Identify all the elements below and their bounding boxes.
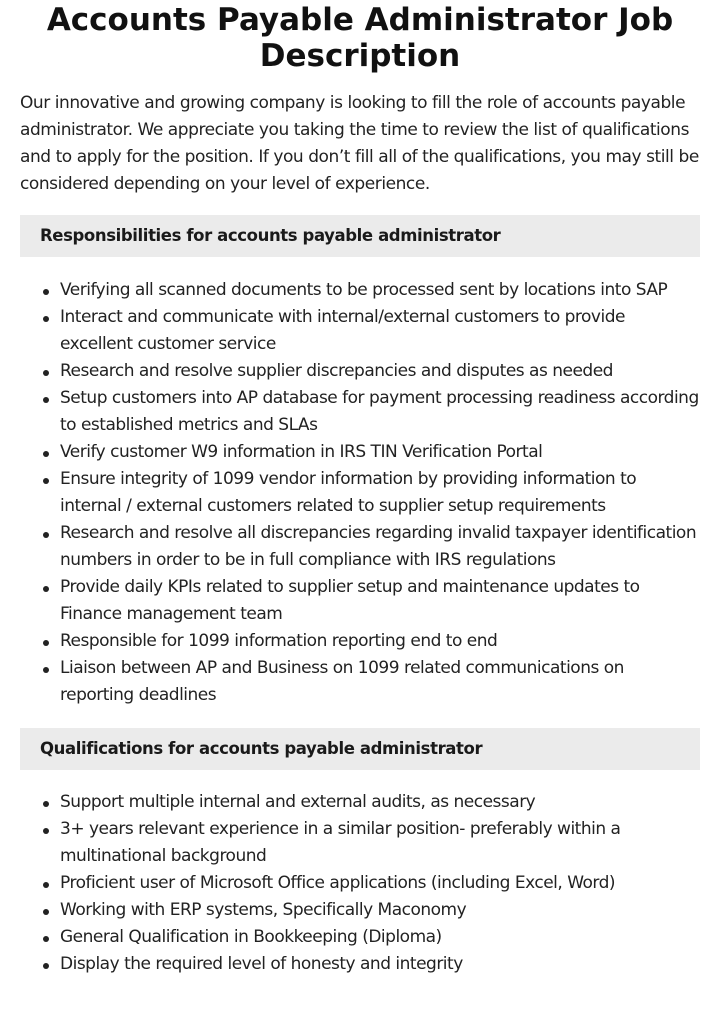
- list-item: Display the required level of honesty and integrity: [20, 951, 700, 978]
- list-item: Provide daily KPIs related to supplier setup and maintenance updates to Finance management team: [20, 574, 700, 628]
- page-title: Accounts Payable Administrator Job Description: [46, 2, 674, 74]
- list-item: Interact and communicate with internal/external customers to provide excellent customer service: [20, 304, 700, 358]
- list-item: Setup customers into AP database for payment processing readiness according to established metrics and SLAs: [20, 385, 700, 439]
- list-item: Proficient user of Microsoft Office applications (including Excel, Word): [20, 870, 700, 897]
- responsibilities-list: [20, 277, 700, 709]
- list-item: Research and resolve supplier discrepancies and disputes as needed: [20, 358, 700, 385]
- intro-paragraph: Our innovative and growing company is looking to fill the role of accounts payable administrator. We appreciate you taking the time to review the list of qualifications and to apply for the position. If you don’t fill all of the qualifications, you may still be considered depending on your level of experience.: [20, 93, 699, 194]
- list-item: Ensure integrity of 1099 vendor information by providing information to internal / external customers related to supplier setup requirements: [20, 466, 700, 520]
- list-item: Verify customer W9 information in IRS TIN Verification Portal: [20, 439, 700, 466]
- responsibilities-heading: Responsibilities for accounts payable administrator: [20, 215, 700, 257]
- qualifications-heading: Qualifications for accounts payable administrator: [20, 728, 700, 770]
- qualifications-list: [20, 789, 700, 978]
- list-item: Liaison between AP and Business on 1099 related communications on reporting deadlines: [20, 655, 700, 709]
- list-item: Research and resolve all discrepancies regarding invalid taxpayer identification numbers in order to be in full compliance with IRS regulations: [20, 520, 700, 574]
- list-item: Working with ERP systems, Specifically Maconomy: [20, 897, 700, 924]
- list-item: Support multiple internal and external audits, as necessary: [20, 789, 700, 816]
- list-item: Verifying all scanned documents to be processed sent by locations into SAP: [20, 277, 700, 304]
- list-item: Responsible for 1099 information reporting end to end: [20, 628, 700, 655]
- list-item: General Qualification in Bookkeeping (Diploma): [20, 924, 700, 951]
- list-item: 3+ years relevant experience in a similar position- preferably within a multinational background: [20, 816, 700, 870]
